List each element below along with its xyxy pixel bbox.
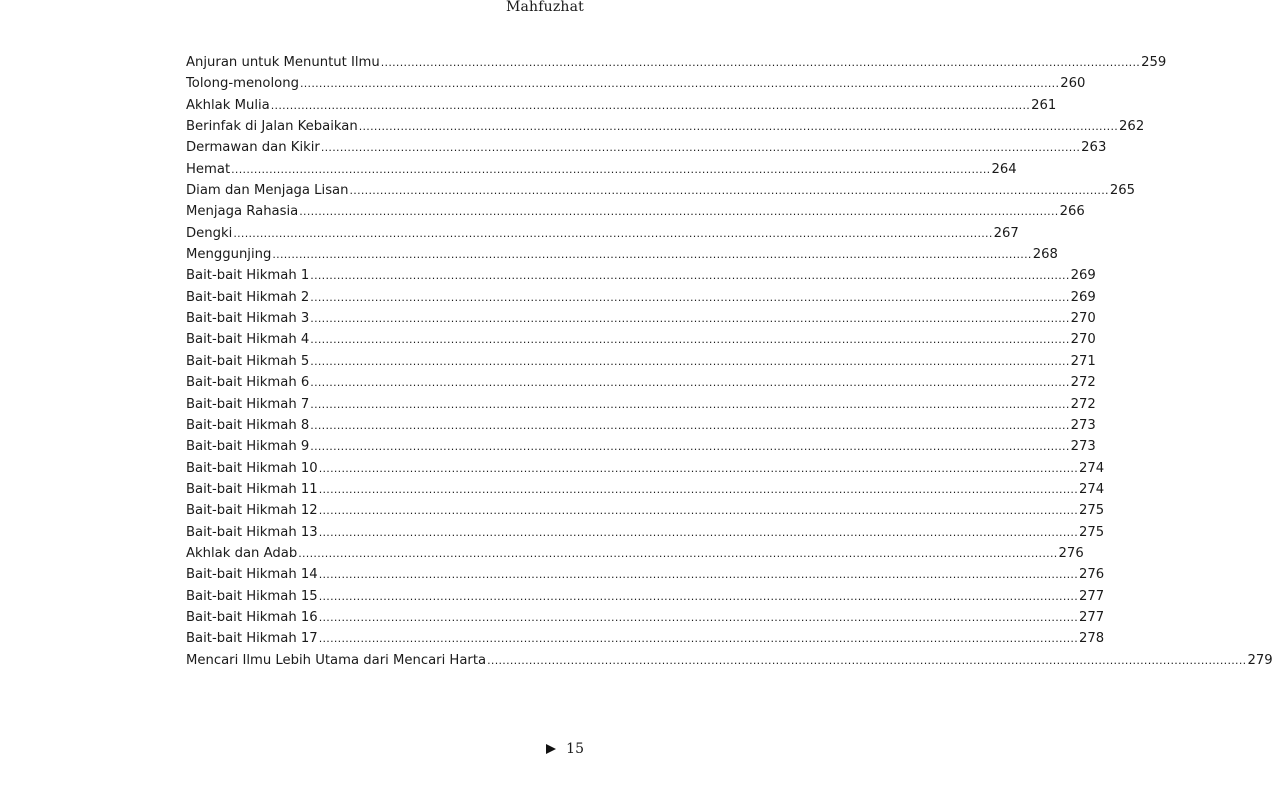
toc-entry-page-number: 271 xyxy=(1070,353,1096,369)
toc-entry-page-number: 274 xyxy=(1079,481,1105,497)
toc-entry xyxy=(186,650,1273,671)
toc-entry xyxy=(186,479,1105,500)
toc-dot-leader: ........................................................................................................................................................................................................ xyxy=(318,482,1079,496)
toc-entry xyxy=(186,586,1105,607)
toc-entry xyxy=(186,52,1167,73)
toc-dot-leader: ........................................................................................................................................................................................................ xyxy=(233,226,993,240)
toc-entry-page-number: 264 xyxy=(991,161,1017,177)
toc-entry xyxy=(186,265,1096,286)
toc-entry-page-number: 273 xyxy=(1070,439,1096,455)
toc-entry-page-number: 269 xyxy=(1070,268,1096,284)
toc-entry xyxy=(186,201,1085,222)
toc-entry xyxy=(186,522,1105,543)
toc-entry xyxy=(186,137,1107,158)
toc-entry xyxy=(186,436,1096,457)
toc-dot-leader: ........................................................................................................................................................................................................ xyxy=(310,397,1070,411)
toc-dot-leader: ........................................................................................................................................................................................................ xyxy=(310,418,1070,432)
toc-entry-title: Tolong-menolong xyxy=(186,76,299,92)
toc-dot-leader: ........................................................................................................................................................................................................ xyxy=(318,525,1079,539)
toc-entry-title: Menjaga Rahasia xyxy=(186,204,299,220)
toc-entry xyxy=(186,244,1058,265)
toc-entry-page-number: 277 xyxy=(1079,609,1105,625)
toc-entry-title: Hemat xyxy=(186,161,231,177)
toc-entry-title: Bait-bait Hikmah 13 xyxy=(186,524,318,540)
toc-entry-page-number: 278 xyxy=(1079,631,1105,647)
toc-entry-page-number: 259 xyxy=(1141,55,1167,70)
toc-entry xyxy=(186,543,1084,564)
toc-dot-leader: ........................................................................................................................................................................................................ xyxy=(487,653,1247,667)
toc-entry-page-number: 270 xyxy=(1070,311,1096,327)
toc-entry xyxy=(186,372,1096,393)
toc-dot-leader: ........................................................................................................................................................................................................ xyxy=(231,162,991,176)
toc-entry xyxy=(186,159,1017,180)
toc-entry-title: Bait-bait Hikmah 14 xyxy=(186,567,318,583)
toc-dot-leader: ........................................................................................................................................................................................................ xyxy=(318,610,1079,624)
toc-entry-page-number: 272 xyxy=(1070,396,1096,412)
toc-entry-page-number: 269 xyxy=(1070,289,1096,305)
toc-entry xyxy=(186,308,1096,329)
toc-entry-title: Bait-bait Hikmah 5 xyxy=(186,353,310,369)
toc-dot-leader: ........................................................................................................................................................................................................ xyxy=(298,546,1058,560)
toc-entry-title: Bait-bait Hikmah 6 xyxy=(186,375,310,391)
toc-entry-title: Bait-bait Hikmah 4 xyxy=(186,332,310,348)
toc-entry-title: Bait-bait Hikmah 9 xyxy=(186,439,310,455)
toc-entry xyxy=(186,116,1145,137)
toc-entry-title: Bait-bait Hikmah 10 xyxy=(186,460,318,476)
toc-entry xyxy=(186,564,1105,585)
toc-dot-leader: ........................................................................................................................................................................................................ xyxy=(299,205,1059,219)
page-footer xyxy=(546,741,584,757)
toc-entry-page-number: 261 xyxy=(1031,97,1057,113)
toc-entry-page-number: 266 xyxy=(1059,204,1085,220)
toc-entry-title: Bait-bait Hikmah 17 xyxy=(186,631,318,647)
toc-entry xyxy=(186,329,1096,350)
toc-entry-title: Akhlak dan Adab xyxy=(186,545,298,561)
toc-dot-leader: ........................................................................................................................................................................................................ xyxy=(318,632,1079,646)
toc-entry-title: Dermawan dan Kikir xyxy=(186,140,320,156)
toc-entry-page-number: 276 xyxy=(1079,567,1105,583)
toc-entry-page-number: 275 xyxy=(1079,503,1105,519)
toc-entry xyxy=(186,223,1019,244)
toc-entry xyxy=(186,287,1096,308)
toc-entry-page-number: 265 xyxy=(1109,183,1135,199)
running-head-title: Mahfuzhat xyxy=(505,0,584,15)
toc-entry-title: Akhlak Mulia xyxy=(186,97,270,113)
toc-entry-title: Bait-bait Hikmah 7 xyxy=(186,396,310,412)
toc-entry xyxy=(186,95,1057,116)
toc-entry-title: Bait-bait Hikmah 15 xyxy=(186,588,318,604)
table-of-contents xyxy=(186,52,1273,671)
toc-entry-page-number: 272 xyxy=(1070,375,1096,391)
toc-entry xyxy=(186,415,1096,436)
toc-entry-page-number: 262 xyxy=(1119,119,1145,135)
toc-entry-page-number: 275 xyxy=(1079,524,1105,540)
toc-dot-leader: ........................................................................................................................................................................................................ xyxy=(318,568,1079,582)
triangle-right-icon xyxy=(546,744,556,754)
toc-dot-leader: ........................................................................................................................................................................................................ xyxy=(272,248,1032,262)
toc-entry-title: Bait-bait Hikmah 11 xyxy=(186,481,318,497)
toc-entry-title: Bait-bait Hikmah 3 xyxy=(186,311,310,327)
toc-entry-page-number: 267 xyxy=(993,225,1019,241)
toc-entry xyxy=(186,180,1135,201)
toc-entry-title: Bait-bait Hikmah 8 xyxy=(186,417,310,433)
toc-dot-leader: ........................................................................................................................................................................................................ xyxy=(358,120,1119,134)
toc-entry xyxy=(186,628,1105,649)
toc-entry-title: Dengki xyxy=(186,225,233,241)
toc-dot-leader: ........................................................................................................................................................................................................ xyxy=(349,184,1109,198)
toc-entry-title: Anjuran untuk Menuntut Ilmu xyxy=(186,55,380,70)
toc-dot-leader: ........................................................................................................................................................................................................ xyxy=(318,589,1079,603)
toc-dot-leader: ........................................................................................................................................................................................................ xyxy=(310,269,1070,283)
toc-dot-leader: ........................................................................................................................................................................................................ xyxy=(270,98,1031,112)
toc-dot-leader: ........................................................................................................................................................................................................ xyxy=(310,354,1070,368)
toc-entry xyxy=(186,607,1105,628)
toc-entry-page-number: 276 xyxy=(1058,545,1084,561)
toc-entry-page-number: 279 xyxy=(1247,652,1273,668)
toc-entry-page-number: 263 xyxy=(1081,140,1107,156)
toc-entry-title: Bait-bait Hikmah 1 xyxy=(186,268,310,284)
toc-dot-leader: ........................................................................................................................................................................................................ xyxy=(310,290,1070,304)
toc-entry xyxy=(186,500,1105,521)
toc-entry-title: Bait-bait Hikmah 2 xyxy=(186,289,310,305)
toc-dot-leader: ........................................................................................................................................................................................................ xyxy=(318,461,1079,475)
toc-entry-title: Mencari Ilmu Lebih Utama dari Mencari Harta xyxy=(186,652,487,668)
toc-entry xyxy=(186,73,1086,94)
toc-dot-leader: ........................................................................................................................................................................................................ xyxy=(299,77,1060,91)
toc-dot-leader: ........................................................................................................................................................................................................ xyxy=(310,440,1070,454)
toc-entry xyxy=(186,351,1096,372)
toc-entry-page-number: 277 xyxy=(1079,588,1105,604)
toc-entry-page-number: 274 xyxy=(1079,460,1105,476)
toc-dot-leader: ........................................................................................................................................................................................................ xyxy=(310,376,1070,390)
toc-dot-leader: ........................................................................................................................................................................................................ xyxy=(310,333,1070,347)
toc-entry-title: Bait-bait Hikmah 12 xyxy=(186,503,318,519)
toc-dot-leader: ........................................................................................................................................................................................................ xyxy=(320,141,1081,155)
toc-entry-page-number: 270 xyxy=(1070,332,1096,348)
toc-entry-page-number: 268 xyxy=(1032,247,1058,263)
toc-entry xyxy=(186,458,1105,479)
toc-entry-page-number: 260 xyxy=(1060,76,1086,92)
toc-entry-title: Berinfak di Jalan Kebaikan xyxy=(186,119,358,135)
toc-entry-page-number: 273 xyxy=(1070,417,1096,433)
toc-dot-leader: ........................................................................................................................................................................................................ xyxy=(380,56,1141,69)
toc-entry-title: Diam dan Menjaga Lisan xyxy=(186,183,349,199)
toc-dot-leader: ........................................................................................................................................................................................................ xyxy=(310,312,1070,326)
page-number: 15 xyxy=(566,741,584,757)
toc-entry-title: Bait-bait Hikmah 16 xyxy=(186,609,318,625)
toc-entry-title: Menggunjing xyxy=(186,247,272,263)
toc-dot-leader: ........................................................................................................................................................................................................ xyxy=(318,504,1079,518)
toc-entry xyxy=(186,394,1096,415)
